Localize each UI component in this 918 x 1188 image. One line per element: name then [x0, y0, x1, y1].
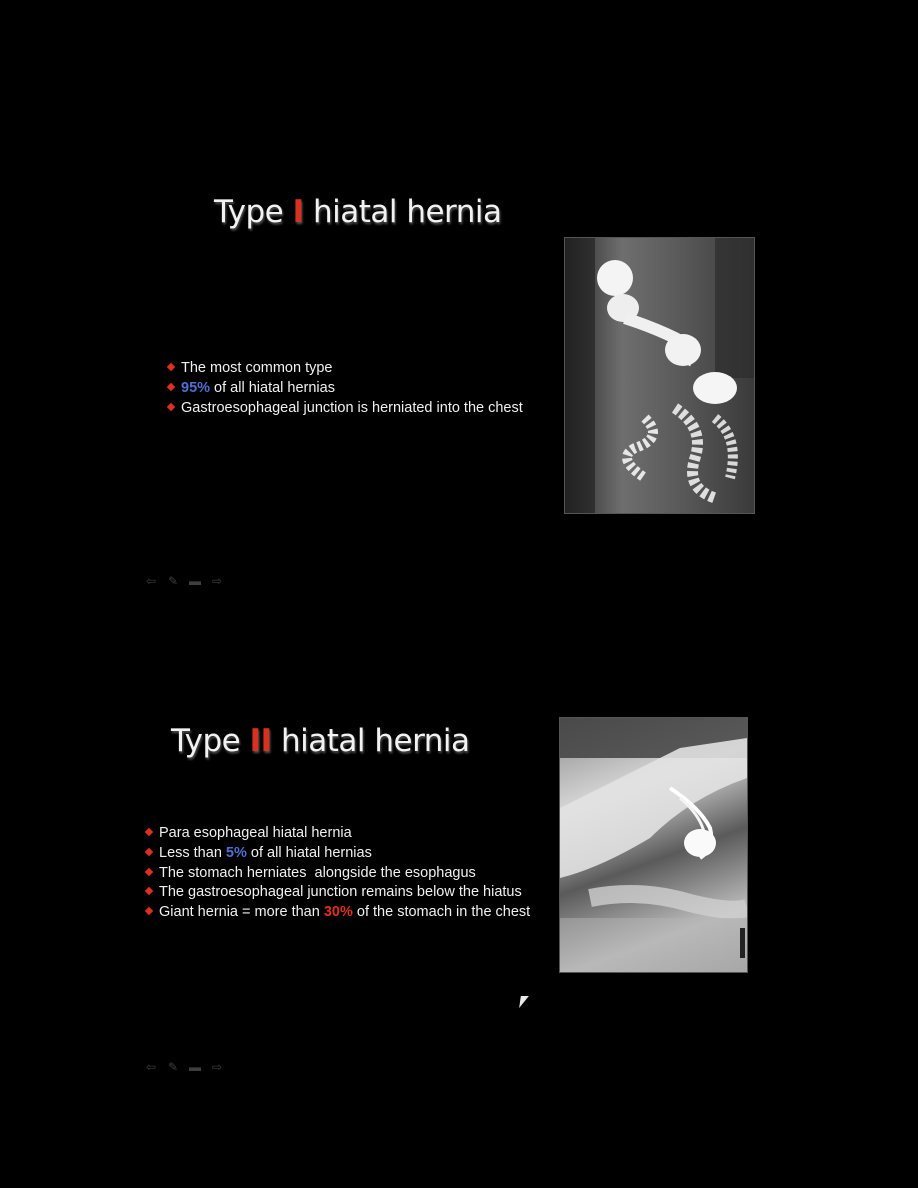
- percentage-highlight: 30%: [323, 904, 353, 921]
- diamond-bullet-icon: [145, 887, 153, 895]
- diamond-bullet-icon: [145, 867, 153, 875]
- slide-type-2: [0, 600, 918, 1188]
- bullet-list: [166, 359, 523, 418]
- percentage-highlight: 5%: [225, 844, 247, 861]
- diamond-bullet-icon: [167, 363, 175, 371]
- slide-title: Type II hiatal hernia: [171, 723, 470, 759]
- slide-nav-controls: [143, 574, 225, 588]
- bullet-item: The gastroesophageal junction remains below the hiatus: [144, 883, 530, 903]
- xray-illustration: [560, 718, 747, 972]
- diamond-bullet-icon: [167, 383, 175, 391]
- diamond-bullet-icon: [145, 848, 153, 856]
- percentage-highlight: 95%: [181, 379, 211, 396]
- bullet-item: Less than 5% of all hiatal hernias: [144, 844, 530, 864]
- prev-arrow-icon[interactable]: ⇦: [145, 574, 157, 588]
- bullet-item: 95% of all hiatal hernias: [166, 379, 523, 399]
- pen-icon[interactable]: ✎: [167, 1060, 179, 1074]
- slide-title: Type I hiatal hernia: [214, 194, 502, 230]
- bullet-item: The most common type: [166, 359, 523, 379]
- slide-nav-controls: [143, 1060, 225, 1074]
- xray-illustration: [565, 238, 754, 513]
- bullet-item: Gastroesophageal junction is herniated into the chest: [166, 399, 523, 419]
- prev-arrow-icon[interactable]: ⇦: [145, 1060, 157, 1074]
- diamond-bullet-icon: [145, 907, 153, 915]
- bullet-item: Para esophageal hiatal hernia: [144, 824, 530, 844]
- diamond-bullet-icon: [167, 402, 175, 410]
- barium-xray-image: [559, 717, 748, 973]
- type-roman-numeral: II: [249, 723, 272, 759]
- menu-icon[interactable]: ▬: [189, 574, 201, 588]
- barium-xray-image: [564, 237, 755, 514]
- next-arrow-icon[interactable]: ⇨: [211, 574, 223, 588]
- next-arrow-icon[interactable]: ⇨: [211, 1060, 223, 1074]
- mouse-pointer-icon: [519, 996, 529, 1008]
- bullet-list: [144, 824, 530, 923]
- menu-icon[interactable]: ▬: [189, 1060, 201, 1074]
- bullet-item: The stomach herniates alongside the esophagus: [144, 864, 530, 884]
- pen-icon[interactable]: ✎: [167, 574, 179, 588]
- bullet-item: Giant hernia = more than 30% of the stomach in the chest: [144, 903, 530, 923]
- diamond-bullet-icon: [145, 828, 153, 836]
- type-roman-numeral: I: [292, 194, 304, 230]
